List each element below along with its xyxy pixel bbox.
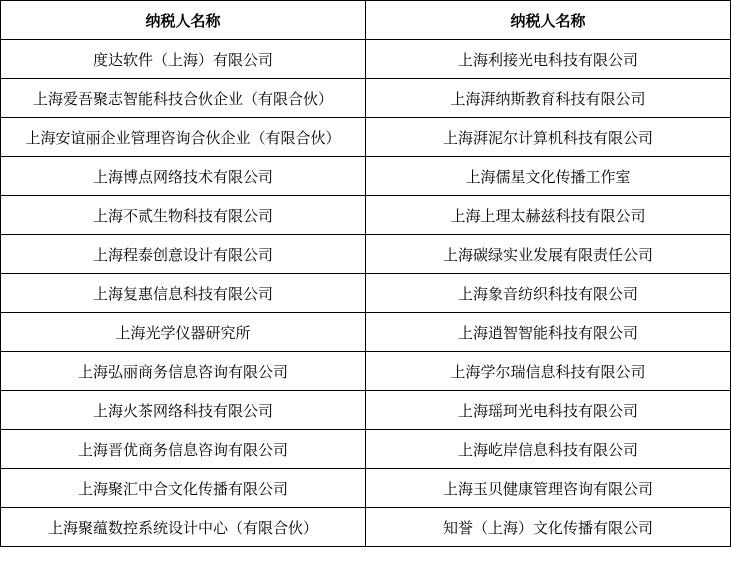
table-row bbox=[1, 196, 731, 235]
taxpayer-name-cell: 知誉（上海）文化传播有限公司 bbox=[366, 508, 731, 547]
taxpayer-name-cell: 上海聚汇中合文化传播有限公司 bbox=[1, 469, 366, 508]
table-row bbox=[1, 313, 731, 352]
taxpayer-name-cell: 上海湃泥尔计算机科技有限公司 bbox=[366, 118, 731, 157]
table-header bbox=[1, 1, 731, 40]
taxpayer-name-cell: 上海瑶珂光电科技有限公司 bbox=[366, 391, 731, 430]
taxpayer-name-cell: 上海火茶网络科技有限公司 bbox=[1, 391, 366, 430]
taxpayer-name-cell: 上海不贰生物科技有限公司 bbox=[1, 196, 366, 235]
taxpayer-name-cell: 上海学尔瑞信息科技有限公司 bbox=[366, 352, 731, 391]
table-row bbox=[1, 79, 731, 118]
table-body bbox=[1, 40, 731, 547]
taxpayer-name-cell: 上海碳绿实业发展有限责任公司 bbox=[366, 235, 731, 274]
taxpayer-name-cell: 度达软件（上海）有限公司 bbox=[1, 40, 366, 79]
taxpayer-name-cell: 上海弘丽商务信息咨询有限公司 bbox=[1, 352, 366, 391]
table-row bbox=[1, 274, 731, 313]
taxpayer-name-cell: 上海博点网络技术有限公司 bbox=[1, 157, 366, 196]
table-row bbox=[1, 352, 731, 391]
taxpayer-name-cell: 上海光学仪器研究所 bbox=[1, 313, 366, 352]
table-row bbox=[1, 430, 731, 469]
taxpayer-name-cell: 上海儒星文化传播工作室 bbox=[366, 157, 731, 196]
header-taxpayer-name-right: 纳税人名称 bbox=[366, 1, 731, 40]
table-row bbox=[1, 469, 731, 508]
taxpayer-name-cell: 上海晋优商务信息咨询有限公司 bbox=[1, 430, 366, 469]
table-row bbox=[1, 118, 731, 157]
taxpayer-name-cell: 上海复惠信息科技有限公司 bbox=[1, 274, 366, 313]
taxpayer-name-cell: 上海程泰创意设计有限公司 bbox=[1, 235, 366, 274]
taxpayer-name-cell: 上海玉贝健康管理咨询有限公司 bbox=[366, 469, 731, 508]
taxpayer-name-cell: 上海逍智智能科技有限公司 bbox=[366, 313, 731, 352]
header-taxpayer-name-left: 纳税人名称 bbox=[1, 1, 366, 40]
taxpayer-name-cell: 上海爱吾聚志智能科技合伙企业（有限合伙） bbox=[1, 79, 366, 118]
table-row bbox=[1, 40, 731, 79]
taxpayer-name-cell: 上海上理太赫兹科技有限公司 bbox=[366, 196, 731, 235]
table-row bbox=[1, 508, 731, 547]
table-row bbox=[1, 157, 731, 196]
taxpayer-name-cell: 上海屹岸信息科技有限公司 bbox=[366, 430, 731, 469]
table-row bbox=[1, 391, 731, 430]
taxpayer-name-cell: 上海象音纺织科技有限公司 bbox=[366, 274, 731, 313]
taxpayer-name-cell: 上海利接光电科技有限公司 bbox=[366, 40, 731, 79]
table-row bbox=[1, 235, 731, 274]
taxpayer-name-cell: 上海安谊丽企业管理咨询合伙企业（有限合伙） bbox=[1, 118, 366, 157]
taxpayer-name-cell: 上海湃纳斯教育科技有限公司 bbox=[366, 79, 731, 118]
header-row bbox=[1, 1, 731, 40]
taxpayer-name-cell: 上海聚蕴数控系统设计中心（有限合伙） bbox=[1, 508, 366, 547]
